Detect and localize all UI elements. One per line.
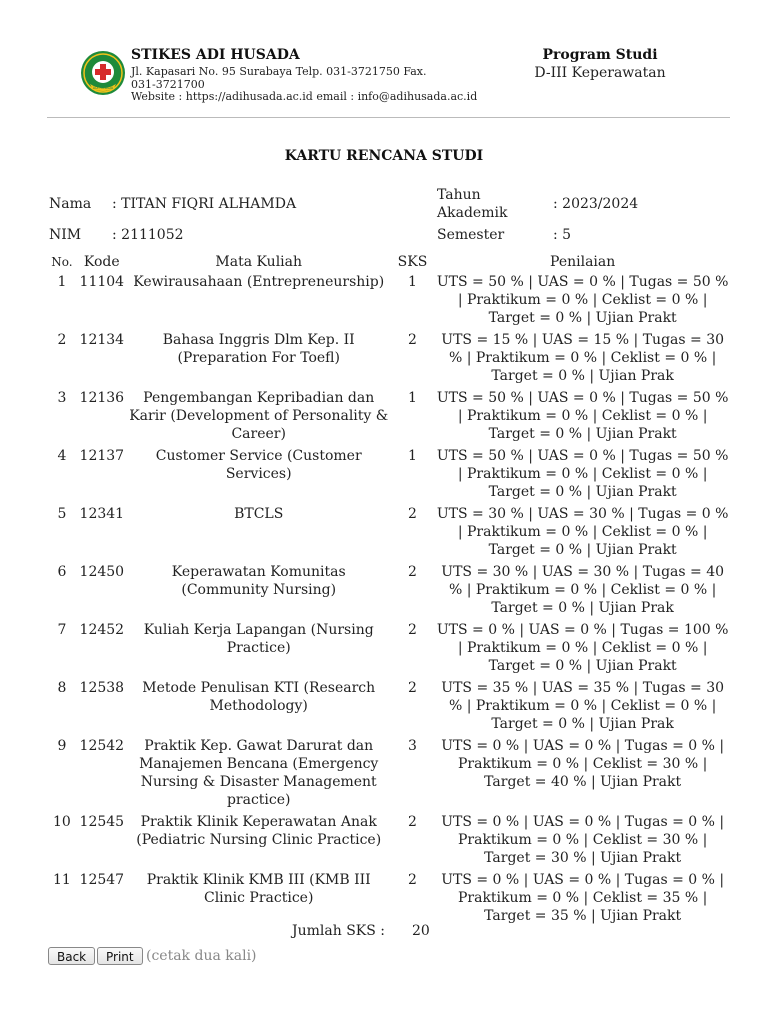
cell-penilaian: UTS = 50 % | UAS = 0 % | Tugas = 50 % | Praktikum = 0 % | Ceklist = 0 % | Target = 0 % | Ujian Prakt (436, 448, 729, 500)
cell-mata-kuliah: Customer Service (Customer Services) (155, 448, 362, 482)
table-header-row (47, 251, 731, 273)
cell-sks: 2 (408, 872, 417, 888)
cell-kode: 12136 (79, 390, 125, 406)
cell-no: 2 (57, 332, 67, 348)
table-row (47, 679, 731, 737)
header-no: No. (51, 255, 73, 269)
cell-penilaian: UTS = 30 % | UAS = 30 % | Tugas = 0 % | Praktikum = 0 % | Ceklist = 0 % | Target = 0 % | Ujian Prakt (436, 506, 729, 558)
cell-penilaian: UTS = 30 % | UAS = 30 % | Tugas = 40 % | Praktikum = 0 % | Ceklist = 0 % | Target = 0 % | Ujian Prak (441, 564, 725, 616)
name-value: : TITAN FIQRI ALHAMDA (112, 196, 297, 212)
table-row (47, 737, 731, 813)
cell-mata-kuliah: Praktik Kep. Gawat Darurat dan Manajemen Bencana (Emergency Nursing & Disaster Management practice) (139, 738, 379, 808)
institution-address: Jl. Kapasari No. 95 Surabaya Telp. 031-3721750 Fax. 031-3721700 (131, 65, 427, 91)
table-row (47, 871, 731, 929)
cell-mata-kuliah: Praktik Klinik Keperawatan Anak (Pediatric Nursing Clinic Practice) (136, 814, 382, 848)
page-header (0, 0, 768, 118)
table-row (47, 813, 731, 871)
cell-no: 5 (57, 506, 67, 522)
header-divider (47, 117, 730, 118)
cell-kode: 11104 (79, 274, 125, 290)
institution-contact: Website : https://adihusada.ac.id email : info@adihusada.ac.id (131, 90, 478, 103)
cell-kode: 12542 (79, 738, 125, 754)
program-block (505, 47, 695, 81)
table-row (47, 331, 731, 389)
cell-sks: 1 (408, 274, 417, 290)
semester-value: : 5 (553, 227, 572, 243)
cell-kode: 12341 (79, 506, 125, 522)
svg-text:ADI HUSADA: ADI HUSADA (92, 86, 114, 90)
institution-logo (80, 50, 126, 96)
course-table (47, 251, 731, 929)
cell-kode: 12545 (79, 814, 125, 830)
cell-sks: 2 (408, 506, 417, 522)
cell-no: 1 (57, 274, 67, 290)
header-kode: Kode (83, 254, 120, 270)
print-button[interactable]: Print (97, 947, 143, 965)
cell-penilaian: UTS = 50 % | UAS = 0 % | Tugas = 50 % | Praktikum = 0 % | Ceklist = 0 % | Target = 0 % | Ujian Prakt (436, 274, 729, 326)
cell-mata-kuliah: Keperawatan Komunitas (Community Nursing) (171, 564, 346, 598)
cell-penilaian: UTS = 15 % | UAS = 15 % | Tugas = 30 % | Praktikum = 0 % | Ceklist = 0 % | Target = 0 % | Ujian Prak (441, 332, 725, 384)
header-penilaian: Penilaian (550, 254, 616, 270)
cell-no: 7 (57, 622, 67, 638)
year-value: : 2023/2024 (553, 196, 639, 212)
cell-mata-kuliah: Kewirausahaan (Entrepreneurship) (133, 274, 385, 290)
semester-label: Semester (437, 227, 505, 243)
program-title: Program Studi (542, 47, 658, 63)
cell-no: 8 (57, 680, 67, 696)
document-title: KARTU RENCANA STUDI (284, 148, 484, 164)
cell-sks: 1 (408, 448, 417, 464)
print-note: (cetak dua kali) (146, 948, 257, 964)
cell-no: 6 (57, 564, 67, 580)
cell-kode: 12134 (79, 332, 125, 348)
table-row (47, 621, 731, 679)
cell-mata-kuliah: Kuliah Kerja Lapangan (Nursing Practice) (143, 622, 374, 656)
cell-kode: 12547 (79, 872, 125, 888)
cell-sks: 3 (408, 738, 417, 754)
year-label: Tahun Akademik (437, 187, 508, 221)
table-row (47, 389, 731, 447)
cell-mata-kuliah: Pengembangan Kepribadian dan Karir (Development of Personality & Career) (129, 390, 389, 442)
total-sks-value: 20 (412, 923, 430, 939)
total-sks-label: Jumlah SKS : (292, 923, 386, 939)
name-label: Nama (49, 196, 92, 212)
cell-no: 3 (57, 390, 67, 406)
table-row (47, 447, 731, 505)
cell-no: 11 (53, 872, 71, 888)
cell-kode: 12452 (79, 622, 125, 638)
cell-mata-kuliah: Metode Penulisan KTI (Research Methodology) (142, 680, 376, 714)
program-name: D-III Keperawatan (534, 65, 666, 81)
cell-sks: 2 (408, 332, 417, 348)
cell-kode: 12538 (79, 680, 125, 696)
table-row (47, 505, 731, 563)
cell-kode: 12137 (79, 448, 125, 464)
cell-sks: 2 (408, 564, 417, 580)
cell-mata-kuliah: BTCLS (234, 506, 284, 522)
cell-sks: 2 (408, 814, 417, 830)
cell-penilaian: UTS = 50 % | UAS = 0 % | Tugas = 50 % | Praktikum = 0 % | Ceklist = 0 % | Target = 0 % | Ujian Prakt (436, 390, 729, 442)
cell-mata-kuliah: Praktik Klinik KMB III (KMB III Clinic Practice) (146, 872, 371, 906)
cell-no: 4 (57, 448, 67, 464)
cell-penilaian: UTS = 35 % | UAS = 35 % | Tugas = 30 % | Praktikum = 0 % | Ceklist = 0 % | Target = 0 % | Ujian Prak (441, 680, 725, 732)
cell-no: 9 (57, 738, 67, 754)
cell-sks: 1 (408, 390, 417, 406)
cell-kode: 12450 (79, 564, 125, 580)
cell-sks: 2 (408, 622, 417, 638)
header-sks: SKS (397, 254, 428, 270)
back-button[interactable]: Back (48, 947, 95, 965)
cell-no: 10 (53, 814, 71, 830)
cell-penilaian: UTS = 0 % | UAS = 0 % | Tugas = 100 % | Praktikum = 0 % | Ceklist = 0 % | Target = 0 % | Ujian Prakt (436, 622, 729, 674)
nim-label: NIM (49, 227, 82, 243)
nim-value: : 2111052 (112, 227, 184, 243)
table-row (47, 563, 731, 621)
table-row (47, 273, 731, 331)
cell-penilaian: UTS = 0 % | UAS = 0 % | Tugas = 0 % | Praktikum = 0 % | Ceklist = 35 % | Target = 35 % | Ujian Prakt (441, 872, 725, 924)
header-mata-kuliah: Mata Kuliah (215, 254, 303, 270)
cell-penilaian: UTS = 0 % | UAS = 0 % | Tugas = 0 % | Praktikum = 0 % | Ceklist = 30 % | Target = 30 % | Ujian Prakt (441, 814, 725, 866)
cell-mata-kuliah: Bahasa Inggris Dlm Kep. II (Preparation For Toefl) (162, 332, 355, 366)
cell-penilaian: UTS = 0 % | UAS = 0 % | Tugas = 0 % | Praktikum = 0 % | Ceklist = 30 % | Target = 40 % | Ujian Prakt (441, 738, 725, 790)
cell-sks: 2 (408, 680, 417, 696)
institution-name: STIKES ADI HUSADA (131, 47, 300, 63)
